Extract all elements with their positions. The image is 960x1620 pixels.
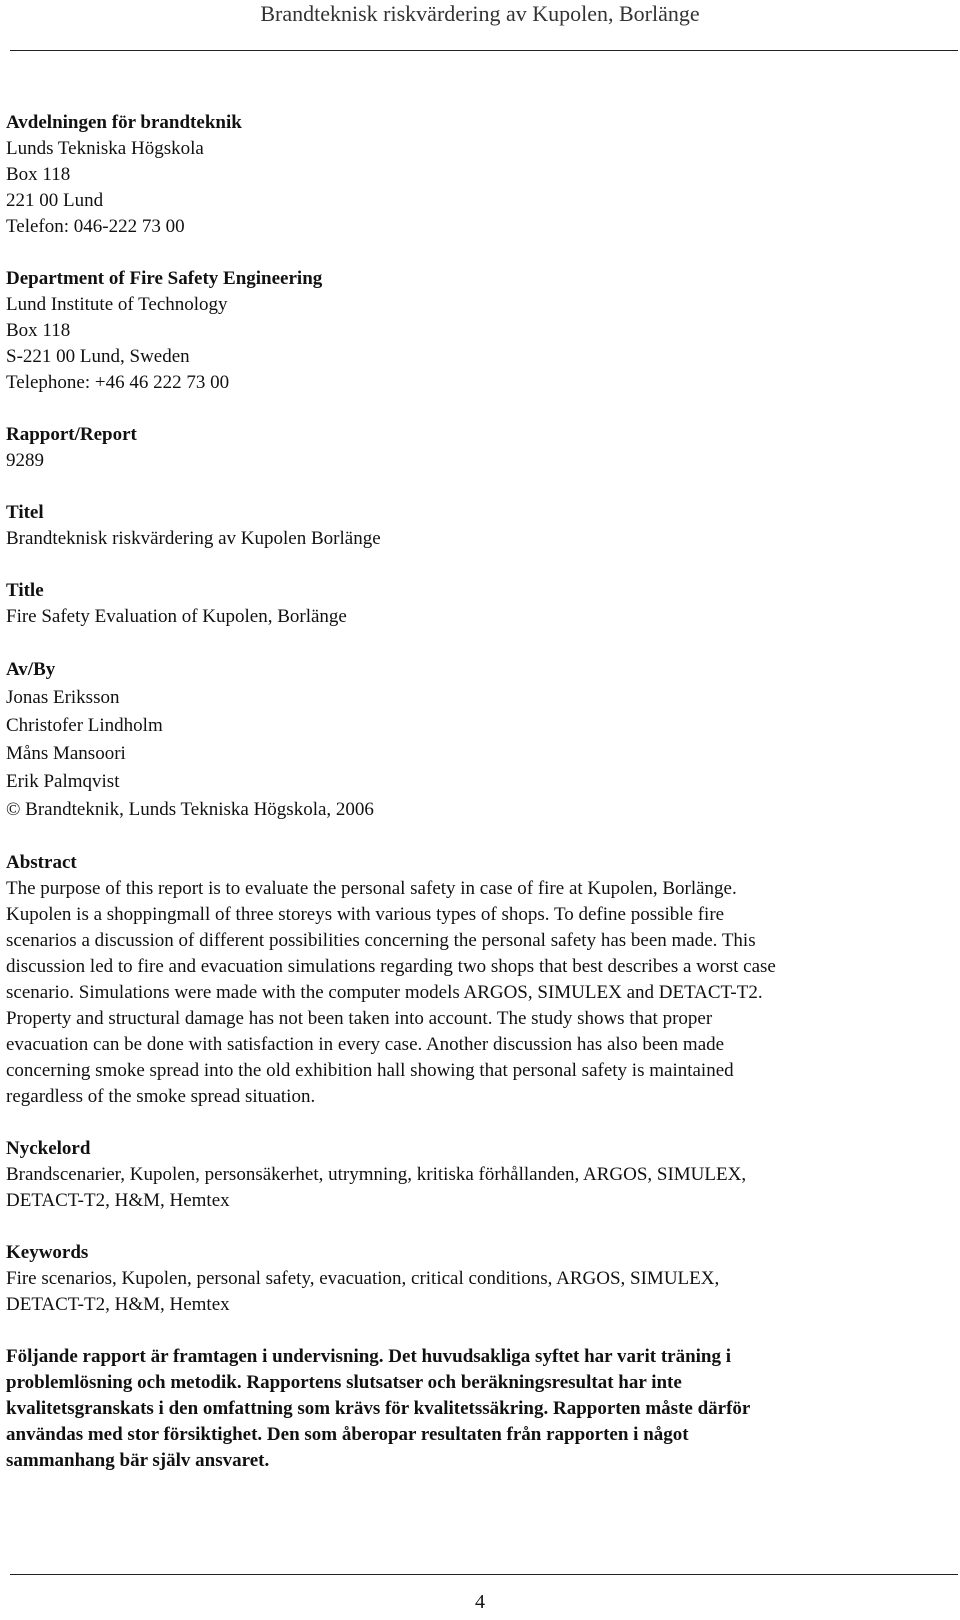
address-en-line: Telephone: +46 46 222 73 00 (6, 372, 230, 393)
keywords-heading: Keywords (6, 1242, 89, 1263)
titel-section (6, 500, 954, 552)
report-number-section (6, 422, 954, 474)
abstract-line: scenarios a discussion of different possibilities concerning the personal safety has been made. This (6, 930, 756, 951)
nyckelord-heading: Nyckelord (6, 1138, 91, 1159)
report-page-content (6, 110, 954, 1500)
nyckelord-line: DETACT-T2, H&M, Hemtex (6, 1190, 230, 1211)
abstract-line: regardless of the smoke spread situation. (6, 1086, 316, 1107)
abstract-line: The purpose of this report is to evaluate the personal safety in case of fire at Kupolen, Borlänge. (6, 878, 737, 899)
report-number: 9289 (6, 450, 44, 471)
abstract-line: concerning smoke spread into the old exhibition hall showing that personal safety is maintained (6, 1060, 734, 1081)
author-name: Måns Mansoori (6, 743, 126, 764)
abstract-line: scenario. Simulations were made with the computer models ARGOS, SIMULEX and DETACT-T2. (6, 982, 763, 1003)
authors-section (6, 656, 954, 824)
footer-rule (10, 1574, 958, 1575)
abstract-line: Kupolen is a shoppingmall of three storeys with various types of shops. To define possible fire (6, 904, 725, 925)
abstract-line: Property and structural damage has not been taken into account. The study shows that proper (6, 1008, 713, 1029)
title-heading: Title (6, 580, 44, 601)
keywords-line: DETACT-T2, H&M, Hemtex (6, 1294, 230, 1315)
disclaimer-line: användas med stor försiktighet. Den som åberopar resultaten från rapporten i något (6, 1424, 689, 1445)
address-en-line: Box 118 (6, 320, 71, 341)
titel-value: Brandteknisk riskvärdering av Kupolen Borlänge (6, 528, 381, 549)
page-number: 4 (475, 1591, 485, 1613)
address-swedish (6, 110, 954, 240)
authors-heading: Av/By (6, 659, 56, 680)
address-en-line: Lund Institute of Technology (6, 294, 228, 315)
disclaimer-line: Följande rapport är framtagen i undervisning. Det huvudsakliga syftet har varit träning i (6, 1346, 732, 1367)
address-sv-line: Telefon: 046-222 73 00 (6, 216, 185, 237)
titel-heading: Titel (6, 502, 44, 523)
title-value: Fire Safety Evaluation of Kupolen, Borlänge (6, 606, 347, 627)
running-header: Brandteknisk riskvärdering av Kupolen, Borlänge (260, 1, 700, 26)
abstract-line: evacuation can be done with satisfaction in every case. Another discussion has also been made (6, 1034, 725, 1055)
abstract-heading: Abstract (6, 852, 77, 873)
disclaimer-line: problemlösning och metodik. Rapportens slutsatser och beräkningsresultat har inte (6, 1372, 682, 1393)
address-sv-line: 221 00 Lund (6, 190, 104, 211)
disclaimer-line: sammanhang bär själv ansvaret. (6, 1450, 270, 1471)
address-sv-line: Box 118 (6, 164, 71, 185)
disclaimer-line: kvalitetsgranskats i den omfattning som krävs för kvalitetssäkring. Rapporten måste därför (6, 1398, 751, 1419)
disclaimer-section (6, 1344, 954, 1474)
nyckelord-line: Brandscenarier, Kupolen, personsäkerhet, utrymning, kritiska förhållanden, ARGOS, SIMULEX, (6, 1164, 747, 1185)
author-name: Jonas Eriksson (6, 687, 120, 708)
author-name: Erik Palmqvist (6, 771, 120, 792)
abstract-line: discussion led to fire and evacuation simulations regarding two shops that best describes a worst case (6, 956, 776, 977)
keywords-section (6, 1240, 954, 1318)
report-heading: Rapport/Report (6, 424, 137, 445)
address-sv-line: Lunds Tekniska Högskola (6, 138, 204, 159)
address-en-line: S-221 00 Lund, Sweden (6, 346, 190, 367)
author-name: Christofer Lindholm (6, 715, 163, 736)
address-english (6, 266, 954, 396)
keywords-line: Fire scenarios, Kupolen, personal safety, evacuation, critical conditions, ARGOS, SIMULEX, (6, 1268, 720, 1289)
header-rule (10, 50, 958, 51)
address-en-heading: Department of Fire Safety Engineering (6, 268, 323, 289)
abstract-section (6, 850, 954, 1110)
title-section (6, 578, 954, 630)
address-sv-heading: Avdelningen för brandteknik (6, 112, 242, 133)
nyckelord-section (6, 1136, 954, 1214)
copyright-line: © Brandteknik, Lunds Tekniska Högskola, 2006 (6, 799, 374, 820)
